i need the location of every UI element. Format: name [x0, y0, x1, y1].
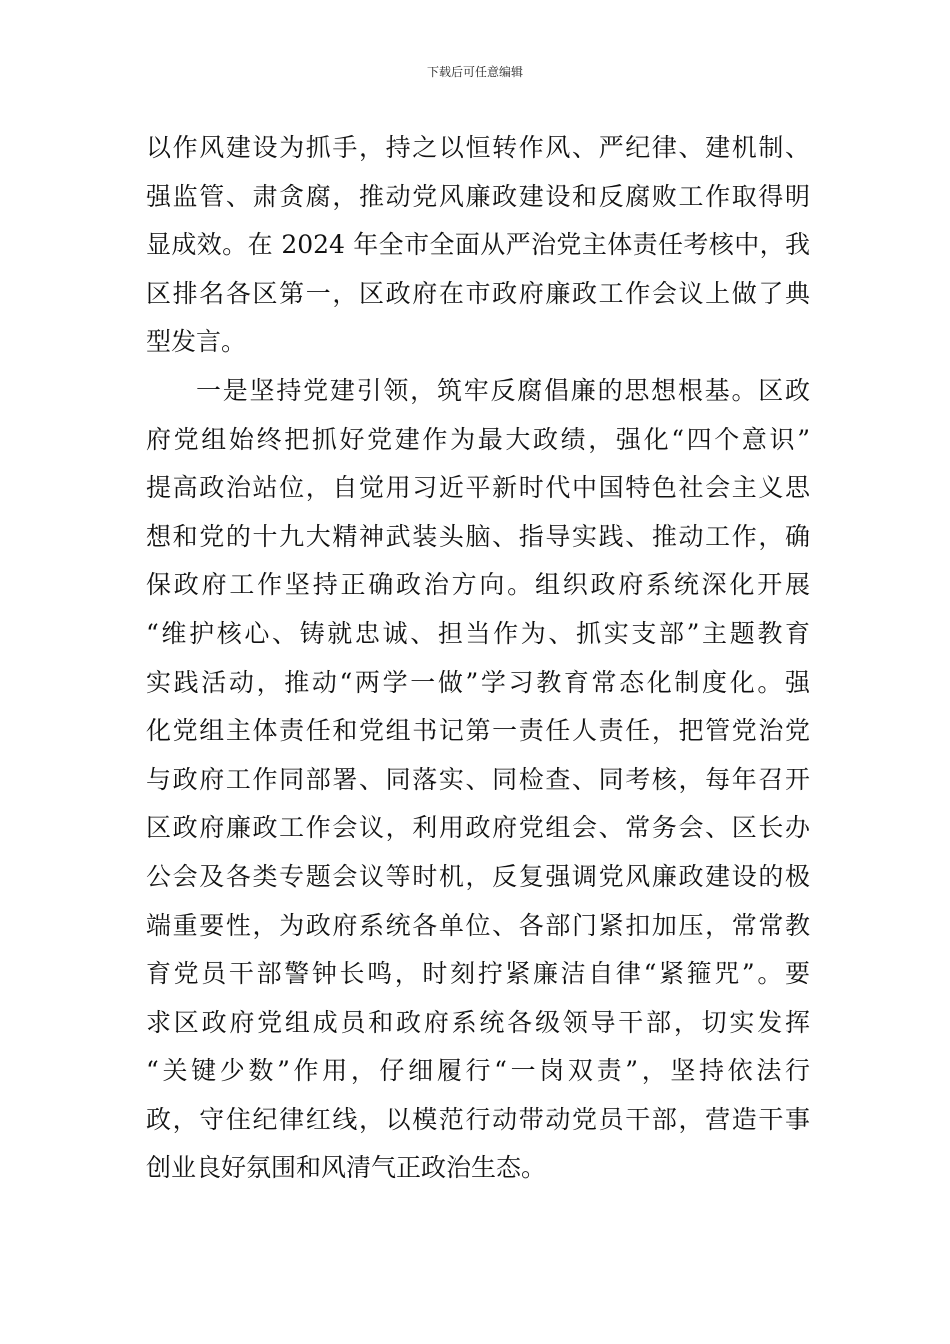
page-header-note: 下载后可任意编辑 [426, 65, 523, 79]
text-line: 化党组主体责任和党组书记第一责任人责任，把管党治党 [146, 716, 810, 746]
text-line: 创业良好氛围和风清气正政治生态。 [146, 1153, 547, 1183]
text-line: 端重要性，为政府系统各单位、各部门紧扣加压，常常教 [146, 910, 810, 940]
text-line: 府党组始终把抓好党建作为最大政绩，强化“四个意识” [146, 424, 810, 454]
text-line: 以作风建设为抓手，持之以恒转作风、严纪律、建机制、 [146, 133, 810, 162]
text-line: 政，守住纪律红线，以模范行动带动党员干部，营造干事 [146, 1104, 810, 1134]
text-line: 一是坚持党建引领，筑牢反腐倡廉的思想根基。区政 [196, 375, 810, 405]
text-line: 显成效。在 2024 年全市全面从严治党主体责任考核中，我 [146, 230, 810, 260]
text-line: 公会及各类专题会议等时机，反复强调党风廉政建设的极 [146, 861, 810, 891]
text-line: 实践活动，推动“两学一做”学习教育常态化制度化。强 [146, 667, 810, 697]
text-line: 保政府工作坚持正确政治方向。组织政府系统深化开展 [146, 570, 810, 600]
text-line: 型发言。 [146, 327, 247, 357]
text-line: “维护核心、铸就忠诚、担当作为、抓实支部”主题教育 [146, 618, 810, 648]
paragraph [146, 367, 810, 1193]
text-line: “关键少数”作用，仔细履行“一岗双责”，坚持依法行 [146, 1056, 810, 1086]
text-line: 育党员干部警钟长鸣，时刻拧紧廉洁自律“紧箍咒”。要 [146, 959, 810, 989]
document-body [146, 124, 810, 1193]
text-line: 强监管、肃贪腐，推动党风廉政建设和反腐败工作取得明 [146, 181, 810, 211]
text-line: 想和党的十九大精神武装头脑、指导实践、推动工作，确 [146, 521, 810, 551]
paragraph [146, 124, 810, 367]
text-line: 提高政治站位，自觉用习近平新时代中国特色社会主义思 [146, 473, 810, 503]
text-line: 区政府廉政工作会议，利用政府党组会、常务会、区长办 [146, 813, 810, 843]
text-line: 区排名各区第一，区政府在市政府廉政工作会议上做了典 [146, 278, 810, 308]
text-line: 求区政府党组成员和政府系统各级领导干部，切实发挥 [146, 1007, 810, 1037]
text-line: 与政府工作同部署、同落实、同检查、同考核，每年召开 [146, 764, 810, 794]
